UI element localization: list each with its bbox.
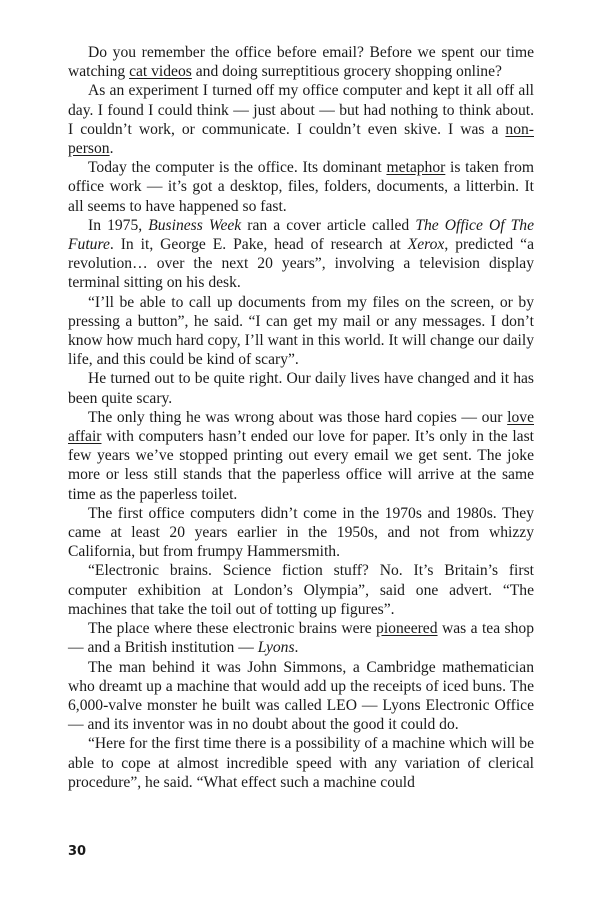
text-run: is taken from office work — it’s got a desktop, files, folders, documents, a litterbin. It all seems to have happened so fast.	[68, 159, 534, 215]
text-run: .	[294, 639, 299, 657]
paragraph	[68, 504, 534, 562]
underlined-phrase: pioneered	[376, 620, 438, 638]
italic-phrase: Business Week	[148, 216, 242, 234]
text-run: .	[109, 140, 114, 158]
text-run: , predicted “a revolution… over the next 20 years”, involving a television display terminal sitting on his desk.	[68, 236, 534, 292]
body-text	[68, 43, 534, 792]
text-run: Today the computer is the office. Its dominant	[88, 159, 387, 177]
text-run: . In it, George E. Pake, head of research at	[109, 236, 408, 254]
text-run: Do you remember the office before email? Before we spent our time watching	[68, 44, 534, 81]
paragraph	[68, 293, 534, 370]
paragraph	[68, 408, 534, 504]
text-run: “Here for the first time there is a possibility of a machine which will be able to cope at almost incredible speed with any variation of clerical procedure”, he said. “What effect such a machine could	[68, 735, 534, 791]
underlined-phrase: cat videos	[129, 63, 192, 81]
page-number: 30	[68, 844, 87, 859]
text-run: The man behind it was John Simmons, a Cambridge mathematician who dreamt up a machine that would add up the receipts of iced buns. The 6,000-valve monster he built was called LEO — Lyons Electronic Office — and its inventor was in no doubt about the good it could do.	[68, 658, 534, 734]
text-run: As an experiment I turned off my office computer and kept it all off all day. I found I could think — just about — but had nothing to think about. I couldn’t work, or communicate. I couldn’t even skive. I was a	[68, 82, 534, 138]
paragraph	[68, 369, 534, 407]
paragraph	[68, 561, 534, 619]
text-run: In 1975,	[88, 216, 149, 234]
paragraph	[68, 43, 534, 81]
underlined-phrase: non-person	[68, 120, 534, 158]
underlined-phrase: metaphor	[386, 159, 446, 177]
text-run: ran a cover article called	[241, 216, 416, 234]
text-run: with computers hasn’t ended our love for paper. It’s only in the last few years we’ve stopped printing out every email we get sent. The joke more or less still stands that the paperless office will arrive at the same time as the paperless toilet.	[68, 428, 534, 503]
text-run: “I’ll be able to call up documents from my files on the screen, or by pressing a button”, he said. “I can get my mail or any messages. I don’t know how much hard copy, I’ll want in this world. It will change our daily life, and this could be kind of scary”.	[68, 293, 534, 369]
paragraph	[68, 658, 534, 735]
paragraph	[68, 619, 534, 657]
text-run: The only thing he was wrong about was those hard copies — our	[88, 408, 508, 426]
paragraph	[68, 81, 534, 158]
paragraph	[68, 158, 534, 216]
text-run: was a tea shop — and a British institution —	[68, 620, 534, 657]
text-run: “Electronic brains. Science fiction stuff? No. It’s Britain’s first computer exhibition at London’s Olympia”, said one advert. “The machines that take the toil out of totting up figures”.	[68, 562, 534, 618]
italic-phrase: The Office Of The Future	[68, 216, 535, 254]
text-run: and doing surreptitious grocery shopping online?	[191, 63, 502, 81]
text-run: The place where these electronic brains were	[88, 620, 377, 638]
text-run: The first office computers didn’t come in the 1970s and 1980s. They came at least 20 years earlier in the 1950s, and not from whizzy California, but from frumpy Hammersmith.	[68, 504, 534, 561]
italic-phrase: Lyons	[257, 639, 295, 657]
italic-phrase: Xerox	[407, 236, 445, 254]
paragraph	[68, 734, 534, 792]
paragraph	[68, 216, 534, 293]
text-run: He turned out to be quite right. Our daily lives have changed and it has been quite scary.	[68, 370, 534, 407]
underlined-phrase: love affair	[68, 408, 534, 446]
